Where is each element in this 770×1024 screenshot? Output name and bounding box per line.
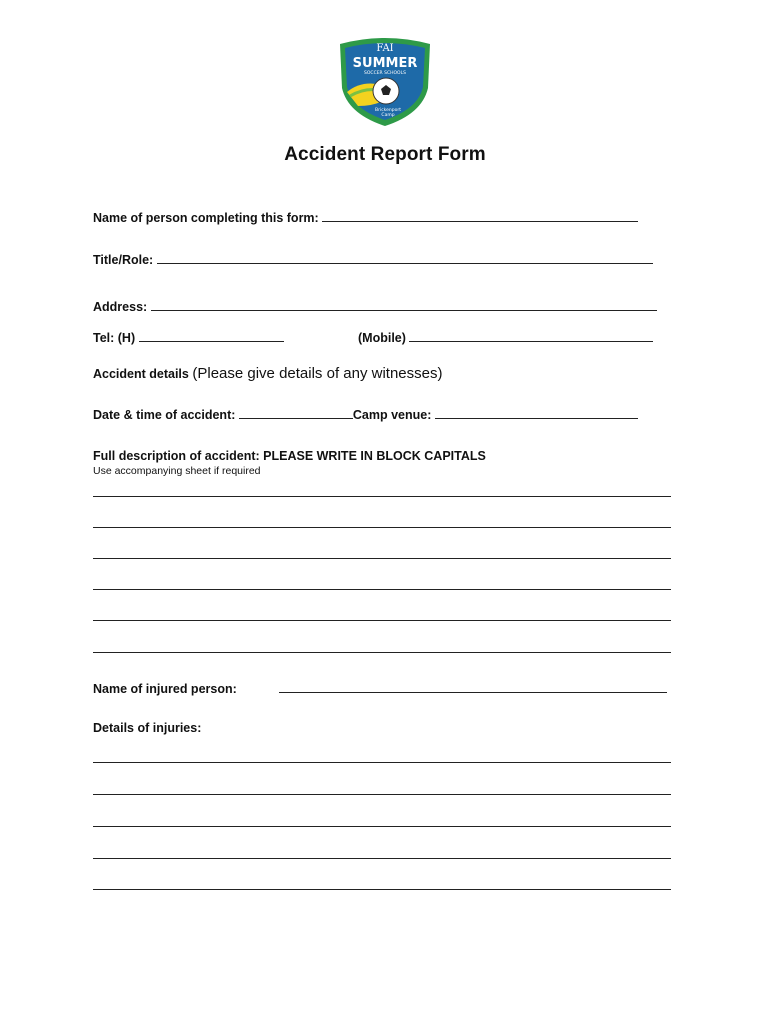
description-line-6[interactable] [93,652,671,653]
title-role-row [93,252,653,268]
address-label: Address: [93,300,148,314]
name-completing-field[interactable] [322,210,638,222]
accident-details-label: Accident details [93,367,189,381]
injuries-line-2[interactable] [93,794,671,795]
logo-soccer-schools-text: SOCCER SCHOOLS [364,71,406,76]
title-role-field[interactable] [157,252,653,264]
name-completing-label: Name of person completing this form: [93,211,319,225]
camp-venue-field[interactable] [435,407,638,419]
camp-venue-label: Camp venue: [352,408,432,422]
name-completing-row [93,210,638,226]
tel-mobile-row [358,330,653,346]
description-line-2[interactable] [93,527,671,528]
tel-home-field[interactable] [139,330,284,342]
injuries-line-3[interactable] [93,826,671,827]
injuries-line-4[interactable] [93,858,671,859]
logo-summer-text: SUMMER [352,56,418,71]
tel-home-label: Tel: (H) [93,331,136,345]
description-line-5[interactable] [93,620,671,621]
injured-person-field-wrap [279,681,667,697]
description-line-3[interactable] [93,558,671,559]
title-role-label: Title/Role: [93,253,154,267]
tel-mobile-field[interactable] [409,330,653,342]
tel-home-row [93,330,284,346]
full-description-label: Full description of accident: PLEASE WRITE IN BLOCK CAPITALS [93,449,486,463]
tel-mobile-label: (Mobile) [358,331,406,345]
date-time-field[interactable] [239,407,353,419]
injured-person-field[interactable] [279,681,667,693]
injured-person-row [93,681,237,697]
form-title: Accident Report Form [284,144,486,165]
description-line-1[interactable] [93,496,671,497]
summer-soccer-schools-logo [336,36,434,128]
logo-camp-name-text: Brickenport [375,108,401,113]
accident-details-row [93,366,442,382]
date-time-label: Date & time of accident: [93,408,236,422]
injuries-label: Details of injuries: [93,721,202,735]
sheet-note: Use accompanying sheet if required [93,465,261,477]
address-row [93,299,657,315]
logo-camp-label-text: Camp [381,113,395,118]
address-field[interactable] [151,299,657,311]
logo-org-text: FAI [376,43,394,54]
accident-details-note: (Please give details of any witnesses) [192,365,443,382]
injured-person-label: Name of injured person: [93,682,237,696]
injuries-line-5[interactable] [93,889,671,890]
date-venue-row [93,407,638,423]
description-line-4[interactable] [93,589,671,590]
injuries-line-1[interactable] [93,762,671,763]
